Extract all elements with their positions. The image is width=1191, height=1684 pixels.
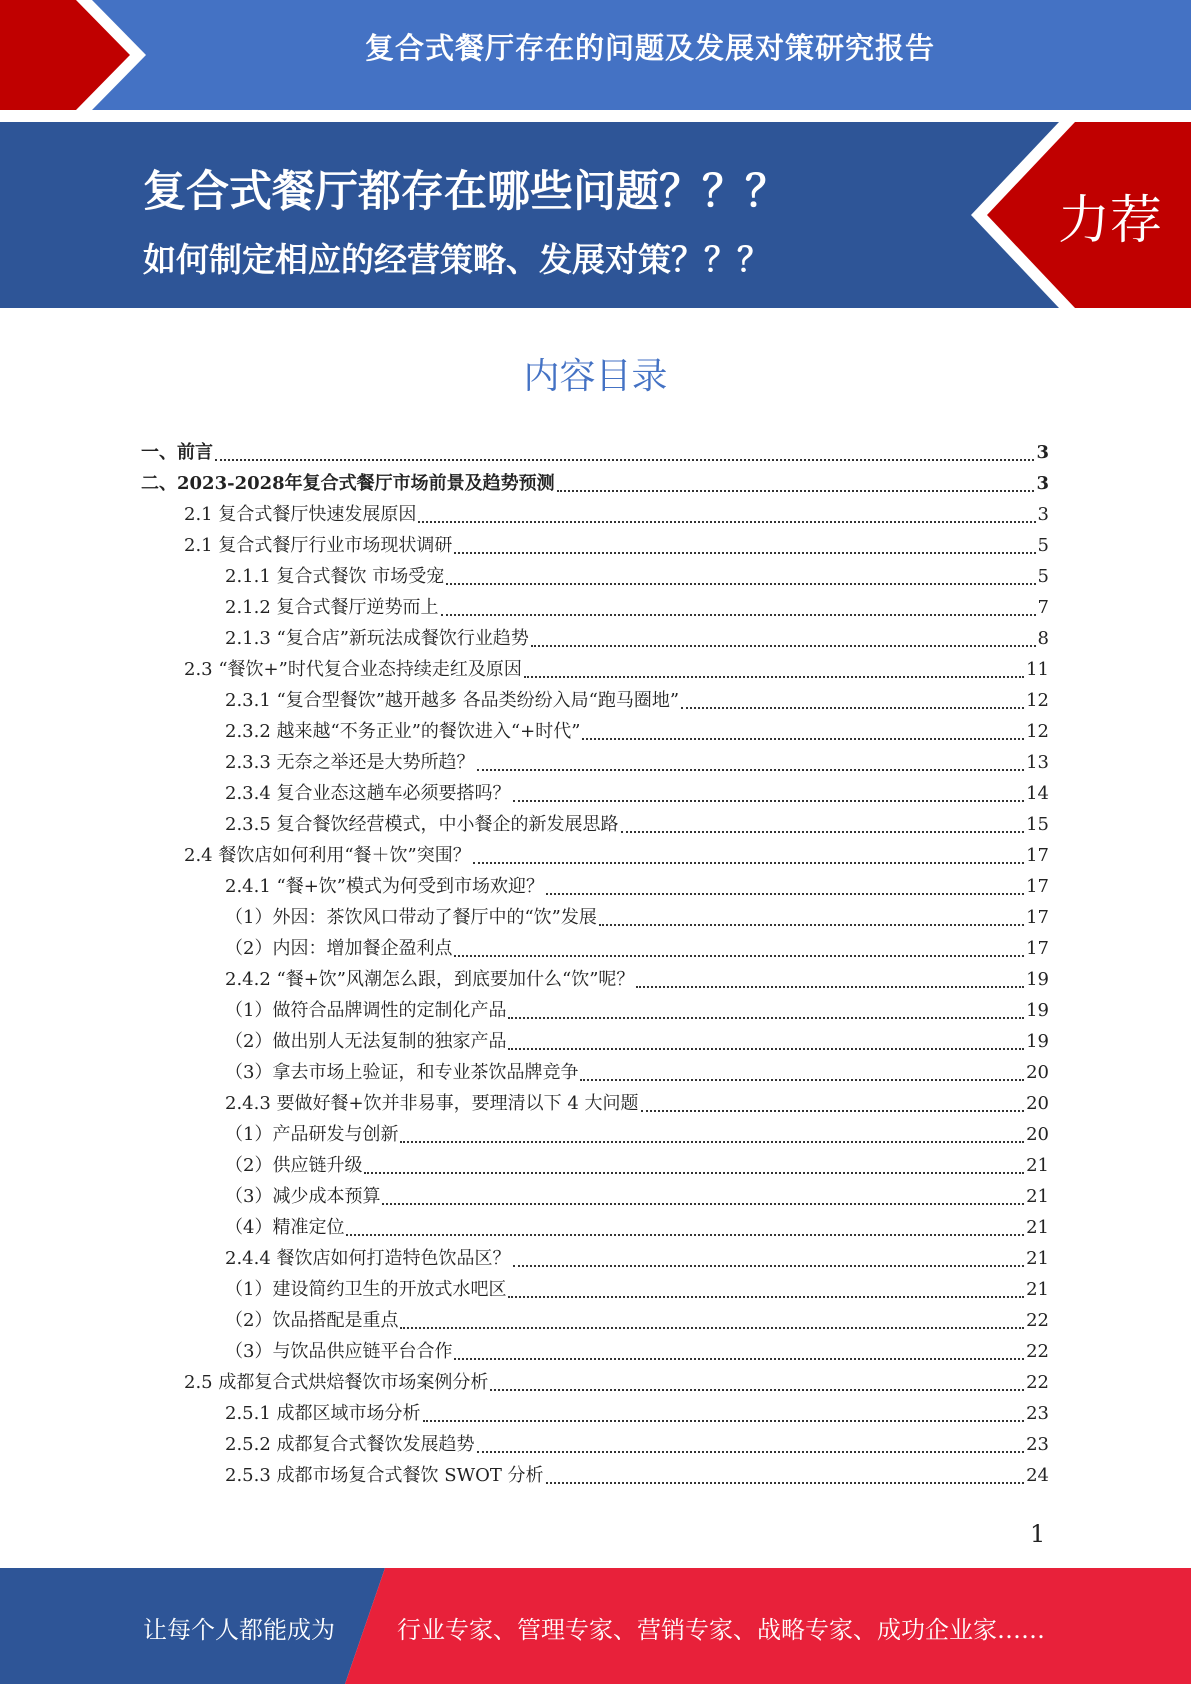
recommend-badge: 力荐 <box>1058 191 1163 251</box>
toc-entry-page: 21 <box>1026 1279 1049 1300</box>
toc-entry[interactable] <box>225 1336 1049 1367</box>
toc-entry-page: 15 <box>1026 814 1049 835</box>
header-title: 复合式餐厅存在的问题及发展对策研究报告 <box>364 31 935 65</box>
toc-entry-title: 二、2023-2028年复合式餐厅市场前景及趋势预测 <box>141 473 555 494</box>
toc-entry-title: （2）做出别人无法复制的独家产品 <box>225 1031 507 1052</box>
toc-leader-dots <box>346 1234 1024 1236</box>
toc-leader-dots <box>681 707 1024 709</box>
toc-entry-title: 2.3.2 越来越“不务正业”的餐饮进入“+时代” <box>225 721 581 742</box>
toc-leader-dots <box>454 955 1024 957</box>
toc-entry[interactable] <box>141 468 1049 499</box>
toc-leader-dots <box>546 893 1024 895</box>
toc-entry-page: 20 <box>1026 1124 1049 1145</box>
toc-leader-dots <box>508 1017 1024 1019</box>
toc-entry-title: 一、前言 <box>141 442 213 463</box>
toc-entry-title: 2.1.3 “复合店”新玩法成餐饮行业趋势 <box>225 628 529 649</box>
toc-entry[interactable] <box>184 1367 1049 1398</box>
toc-leader-dots <box>582 738 1024 740</box>
footer-slogan-right: 行业专家、管理专家、营销专家、战略专家、成功企业家…… <box>397 1616 1045 1644</box>
toc-leader-dots <box>454 1358 1024 1360</box>
toc-entry-page: 14 <box>1026 783 1049 804</box>
toc-entry[interactable] <box>225 1429 1049 1460</box>
toc-entry-title: 2.1.2 复合式餐厅逆势而上 <box>225 597 439 618</box>
toc-entry[interactable] <box>225 1212 1049 1243</box>
page-number: 1 <box>1030 1520 1046 1548</box>
banner-question-1: 复合式餐厅都存在哪些问题？？？ <box>143 167 788 217</box>
toc-entry-page: 23 <box>1026 1434 1049 1455</box>
toc-leader-dots <box>400 1141 1024 1143</box>
toc-entry-page: 22 <box>1026 1372 1049 1393</box>
toc-leader-dots <box>400 1327 1024 1329</box>
toc-entry-page: 7 <box>1037 597 1049 618</box>
toc-leader-dots <box>441 614 1036 616</box>
toc-leader-dots <box>636 986 1024 988</box>
toc-leader-dots <box>557 490 1035 492</box>
toc-entry-page: 12 <box>1026 721 1049 742</box>
toc-entry-page: 5 <box>1037 535 1049 556</box>
toc-entry[interactable] <box>225 964 1049 995</box>
toc-entry[interactable] <box>184 499 1049 530</box>
toc-entry[interactable] <box>184 840 1049 871</box>
toc-entry-page: 3 <box>1036 473 1049 494</box>
toc-entry[interactable] <box>184 530 1049 561</box>
toc-entry-page: 21 <box>1026 1155 1049 1176</box>
toc-entry-title: 2.5 成都复合式烘焙餐饮市场案例分析 <box>184 1372 489 1393</box>
toc-entry-page: 22 <box>1026 1341 1049 1362</box>
toc-entry-page: 21 <box>1026 1248 1049 1269</box>
toc-leader-dots <box>477 769 1025 771</box>
toc-entry-title: （3）与饮品供应链平台合作 <box>225 1341 453 1362</box>
toc-entry-title: 2.4.1 “餐+饮”模式为何受到市场欢迎？ <box>225 876 545 897</box>
toc-entry[interactable] <box>225 933 1049 964</box>
toc-entry-title: 2.4.3 要做好餐+饮并非易事，要理清以下 4 大问题 <box>225 1093 639 1114</box>
toc-entry-title: 2.4 餐饮店如何利用“餐＋饮”突围？ <box>184 845 471 866</box>
toc-entry-page: 17 <box>1026 938 1049 959</box>
toc-entry[interactable] <box>225 623 1049 654</box>
toc-entry-page: 5 <box>1037 566 1049 587</box>
toc-entry-page: 24 <box>1026 1465 1049 1486</box>
toc-entry[interactable] <box>141 437 1049 468</box>
toc-leader-dots <box>641 1110 1025 1112</box>
toc-entry-page: 17 <box>1026 845 1049 866</box>
toc-entry-title: （4）精准定位 <box>225 1217 345 1238</box>
toc-leader-dots <box>531 645 1036 647</box>
toc-heading: 内容目录 <box>523 356 668 397</box>
footer-slogan-left: 让每个人都能成为 <box>143 1616 335 1644</box>
toc-entry-title: 2.5.3 成都市场复合式餐饮 SWOT 分析 <box>225 1465 544 1486</box>
toc-leader-dots <box>508 1048 1024 1050</box>
toc-entry-page: 12 <box>1026 690 1049 711</box>
toc-leader-dots <box>446 583 1035 585</box>
toc-entry-title: 2.1 复合式餐厅行业市场现状调研 <box>184 535 453 556</box>
toc-entry-title: （1）建设简约卫生的开放式水吧区 <box>225 1279 507 1300</box>
toc-entry-page: 17 <box>1026 876 1049 897</box>
toc-entry-title: 2.3.1 “复合型餐饮”越开越多 各品类纷纷入局“跑马圈地” <box>225 690 680 711</box>
toc-entry[interactable] <box>225 685 1049 716</box>
toc-entry[interactable] <box>225 1181 1049 1212</box>
toc-entry[interactable] <box>225 561 1049 592</box>
toc-entry-title: （2）内因：增加餐企盈利点 <box>225 938 453 959</box>
toc-leader-dots <box>454 552 1035 554</box>
toc-entry-page: 11 <box>1026 659 1049 680</box>
toc-leader-dots <box>621 831 1025 833</box>
toc-entry-page: 21 <box>1026 1217 1049 1238</box>
toc-entry-title: 2.4.2 “餐+饮”风潮怎么跟，到底要加什么“饮”呢？ <box>225 969 635 990</box>
toc-entry-page: 19 <box>1026 969 1049 990</box>
toc-leader-dots <box>546 1482 1025 1484</box>
toc-entry-title: （1）产品研发与创新 <box>225 1124 399 1145</box>
toc-entry-title: 2.4.4 餐饮店如何打造特色饮品区？ <box>225 1248 511 1269</box>
toc-entry-title: 2.1 复合式餐厅快速发展原因 <box>184 504 417 525</box>
toc-entry[interactable] <box>225 871 1049 902</box>
toc-entry[interactable] <box>225 1243 1049 1274</box>
toc-entry[interactable] <box>225 995 1049 1026</box>
toc-leader-dots <box>508 1296 1024 1298</box>
toc-leader-dots <box>513 800 1025 802</box>
toc-entry[interactable] <box>225 1274 1049 1305</box>
toc-leader-dots <box>382 1203 1024 1205</box>
toc-entry-title: （1）外因：茶饮风口带动了餐厅中的“饮”发展 <box>225 907 597 928</box>
toc-leader-dots <box>490 1389 1024 1391</box>
toc-entry-title: 2.1.1 复合式餐饮 市场受宠 <box>225 566 445 587</box>
toc-entry[interactable] <box>225 716 1049 747</box>
toc-entry-page: 19 <box>1026 1000 1049 1021</box>
toc-entry[interactable] <box>184 654 1049 685</box>
toc-leader-dots <box>423 1420 1025 1422</box>
toc-leader-dots <box>473 862 1024 864</box>
toc-entry-page: 23 <box>1026 1403 1049 1424</box>
toc-entry-page: 3 <box>1037 504 1049 525</box>
toc-entry-page: 3 <box>1036 442 1049 463</box>
toc-entry[interactable] <box>225 809 1049 840</box>
toc-entry[interactable] <box>225 1150 1049 1181</box>
toc-entry[interactable] <box>225 747 1049 778</box>
toc-entry-title: （3）拿去市场上验证，和专业茶饮品牌竞争 <box>225 1062 579 1083</box>
toc-leader-dots <box>418 521 1035 523</box>
toc-entry-title: 2.5.2 成都复合式餐饮发展趋势 <box>225 1434 475 1455</box>
toc-entry-page: 21 <box>1026 1186 1049 1207</box>
toc-entry-title: 2.5.1 成都区域市场分析 <box>225 1403 421 1424</box>
toc-entry-title: 2.3.5 复合餐饮经营模式，中小餐企的新发展思路 <box>225 814 619 835</box>
toc-entry[interactable] <box>225 1119 1049 1150</box>
toc-entry-page: 20 <box>1026 1093 1049 1114</box>
toc-entry-title: （2）供应链升级 <box>225 1155 363 1176</box>
toc-entry[interactable] <box>225 1305 1049 1336</box>
toc-leader-dots <box>524 676 1024 678</box>
toc-entry[interactable] <box>225 1398 1049 1429</box>
toc-leader-dots <box>599 924 1024 926</box>
toc-entry[interactable] <box>225 1088 1049 1119</box>
banner-question-2: 如何制定相应的经营策略、发展对策？？？ <box>143 240 770 279</box>
toc-entry[interactable] <box>225 1460 1049 1491</box>
toc-entry-title: （3）减少成本预算 <box>225 1186 381 1207</box>
toc-entry-page: 13 <box>1026 752 1049 773</box>
toc-entry-page: 20 <box>1026 1062 1049 1083</box>
toc-entry[interactable] <box>225 778 1049 809</box>
toc-entry-page: 19 <box>1026 1031 1049 1052</box>
toc-leader-dots <box>215 459 1034 461</box>
header-red-chevron <box>0 0 150 110</box>
toc-entry[interactable] <box>225 1057 1049 1088</box>
toc-entry-page: 17 <box>1026 907 1049 928</box>
toc-entry-title: （2）饮品搭配是重点 <box>225 1310 399 1331</box>
toc-leader-dots <box>513 1265 1025 1267</box>
toc-entry-page: 22 <box>1026 1310 1049 1331</box>
toc-entry-title: （1）做符合品牌调性的定制化产品 <box>225 1000 507 1021</box>
toc-entry-title: 2.3.3 无奈之举还是大势所趋？ <box>225 752 475 773</box>
toc-entry[interactable] <box>225 1026 1049 1057</box>
toc-leader-dots <box>580 1079 1024 1081</box>
toc-entry-title: 2.3.4 复合业态这趟车必须要搭吗？ <box>225 783 511 804</box>
toc-entry-page: 8 <box>1037 628 1049 649</box>
toc-leader-dots <box>364 1172 1024 1174</box>
toc-leader-dots <box>477 1451 1025 1453</box>
toc-entry-title: 2.3 “餐饮+”时代复合业态持续走红及原因 <box>184 659 522 680</box>
toc-entry[interactable] <box>225 902 1049 933</box>
toc-entry[interactable] <box>225 592 1049 623</box>
